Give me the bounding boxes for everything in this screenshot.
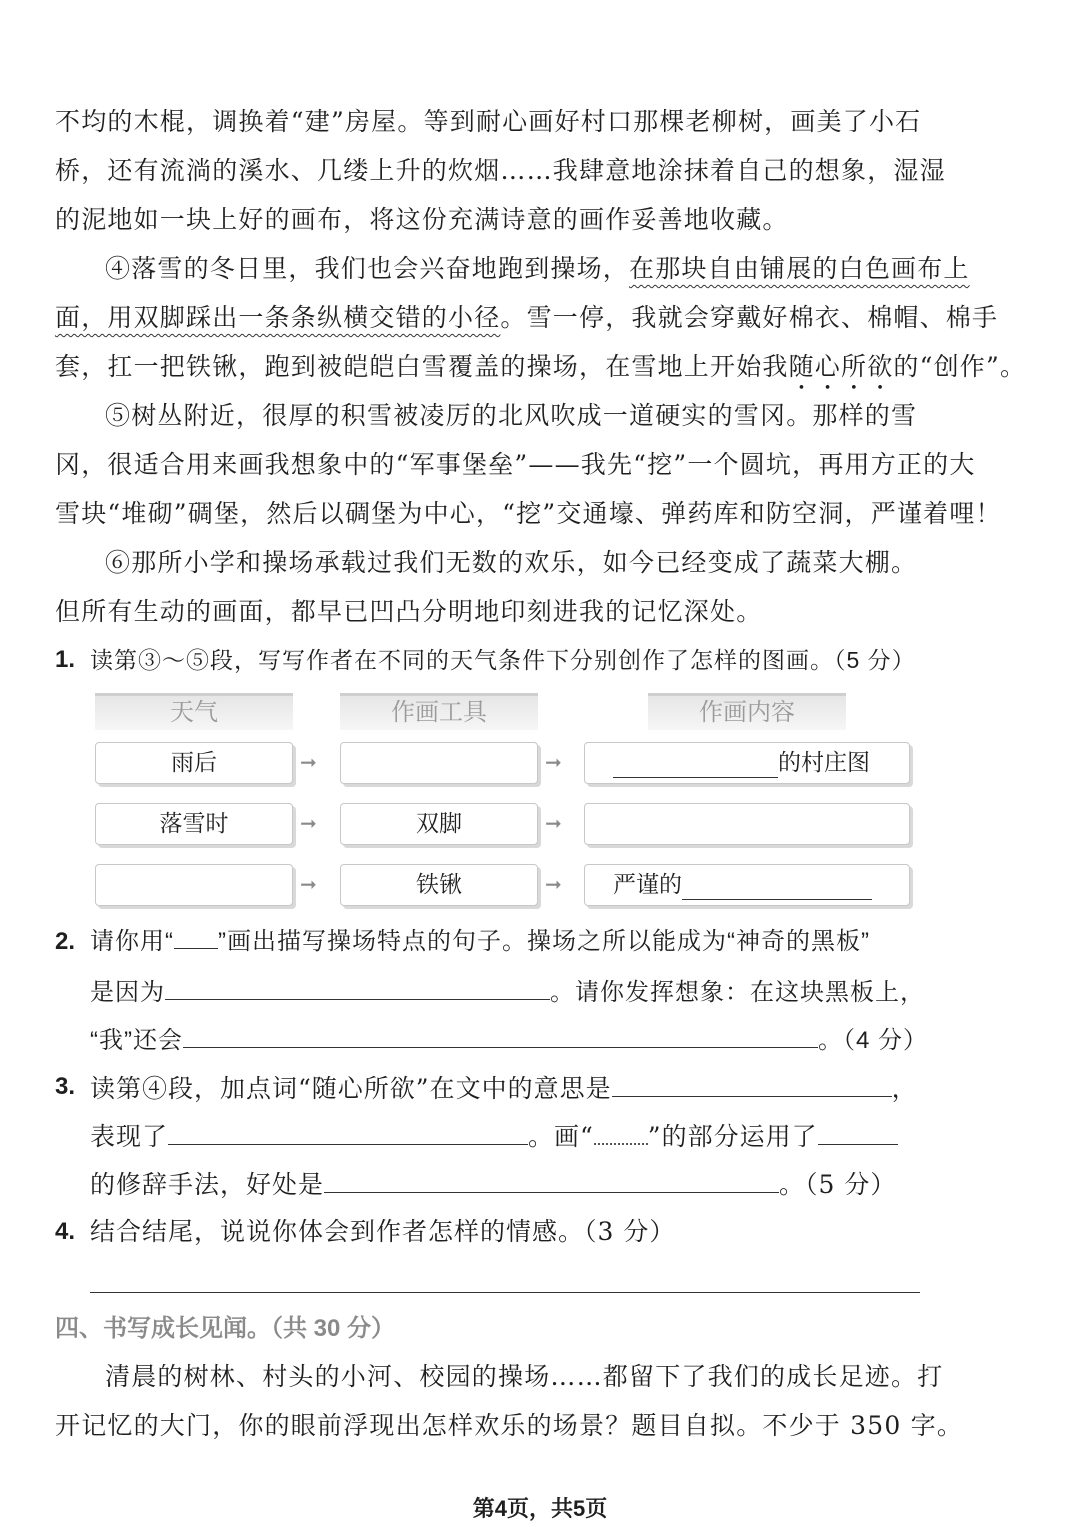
p4-text: ④落雪的冬日里，我们也会兴奋地跑到操场， bbox=[105, 254, 630, 283]
q2-text-a: 请你用“ bbox=[90, 928, 174, 955]
paragraph-5-line-2: 冈，很适合用来画我想象中的“军事堡垒”——我先“挖”一个圆坑，再用方正的大 bbox=[55, 450, 976, 479]
passage-line-3: 的泥地如一块上好的画布，将这份充满诗意的画作妥善地收藏。 bbox=[55, 205, 789, 234]
q2-blank-1[interactable] bbox=[165, 973, 550, 1000]
p4-text-4: 的“创作”。 bbox=[893, 352, 1027, 381]
q2-number: 2. bbox=[55, 928, 76, 955]
q3-blank-4[interactable] bbox=[324, 1166, 779, 1193]
content-cell-1 bbox=[584, 742, 910, 784]
q3-wavy-sample bbox=[594, 1125, 648, 1145]
section-4-line-1: 清晨的树林、村头的小河、校园的操场……都留下了我们的成长足迹。打 bbox=[105, 1362, 944, 1391]
q2-line-3 bbox=[90, 1021, 928, 1058]
p4-wavy-sentence-2: 面，用双脚踩出一条条纵横交错的小径 bbox=[55, 303, 501, 332]
weather-cell-1: 雨后 bbox=[95, 742, 293, 784]
passage-line-2: 桥，还有流淌的溪水、几缕上升的炊烟……我肆意地涂抹着自己的想象，湿湿 bbox=[55, 156, 946, 185]
q2-text-f: 。（4 分） bbox=[817, 1027, 928, 1054]
q3-blank-3[interactable] bbox=[818, 1118, 898, 1145]
q1-number: 1. bbox=[55, 646, 76, 673]
content-cell-3 bbox=[584, 864, 910, 906]
p4-text-2: 。雪一停，我就会穿戴好棉衣、棉帽、棉手 bbox=[500, 303, 999, 332]
arrow-icon: ➞ bbox=[545, 750, 562, 774]
paragraph-5-line-3: 雪块“堆砌”碉堡，然后以碉堡为中心，“挖”交通壕、弹药库和防空洞，严谨着哩！ bbox=[55, 499, 1002, 528]
content-blank-3[interactable] bbox=[682, 873, 872, 900]
p4-text-3: 套，扛一把铁锹，跑到被皑皑白雪覆盖的操场，在雪地上开始我 bbox=[55, 352, 789, 381]
paragraph-6-line-1: ⑥那所小学和操场承载过我们无数的欢乐，如今已经变成了蔬菜大棚。 bbox=[105, 548, 918, 577]
content-suffix-1: 的村庄图 bbox=[778, 750, 870, 776]
q2-text-c: 是因为 bbox=[90, 979, 165, 1006]
q2-blank-2[interactable] bbox=[183, 1021, 818, 1048]
section-4-line-2: 开记忆的大门，你的眼前浮现出怎样欢乐的场景？题目自拟。不少于 350 字。 bbox=[55, 1411, 964, 1440]
q3-text-b: ， bbox=[891, 1074, 918, 1103]
section-4-title: 四、书写成长见闻。（共 30 分） bbox=[55, 1315, 396, 1342]
q3-text-c: 表现了 bbox=[90, 1122, 169, 1151]
arrow-icon: ➞ bbox=[300, 872, 317, 896]
paragraph-5-line-1: ⑤树丛附近，很厚的积雪被凌厉的北风吹成一道硬实的雪冈。那样的雪 bbox=[105, 401, 918, 430]
q3-line-2 bbox=[90, 1118, 898, 1154]
paragraph-6-line-2: 但所有生动的画面，都早已凹凸分明地印刻进我的记忆深处。 bbox=[55, 597, 763, 626]
q4-number: 4. bbox=[55, 1218, 76, 1245]
q2-line-2 bbox=[90, 973, 925, 1010]
q3-line-1 bbox=[90, 1070, 918, 1106]
tool-cell-2: 双脚 bbox=[340, 803, 538, 845]
dotted-word: 随心所欲 bbox=[788, 352, 894, 381]
q4-text: 结合结尾，说说你体会到作者怎样的情感。（3 分） bbox=[90, 1217, 676, 1246]
header-weather: 天气 bbox=[95, 693, 293, 730]
content-prefix-3: 严谨的 bbox=[613, 872, 682, 898]
q1-text: 读第③～⑤段，写写作者在不同的天气条件下分别创作了怎样的图画。（5 分） bbox=[90, 647, 916, 673]
arrow-icon: ➞ bbox=[300, 811, 317, 835]
page-footer: 第4页，共5页 bbox=[472, 1496, 608, 1521]
q3-text-d: 。画“ bbox=[528, 1122, 594, 1151]
tool-cell-3: 铁锹 bbox=[340, 864, 538, 906]
q4-answer-line[interactable] bbox=[90, 1292, 920, 1293]
q2-line-1 bbox=[90, 925, 870, 959]
q3-text-f: 的修辞手法，好处是 bbox=[90, 1170, 325, 1199]
q3-text-g: 。（5 分） bbox=[779, 1170, 897, 1199]
q3-blank-1[interactable] bbox=[612, 1070, 892, 1097]
paragraph-4-line-3 bbox=[55, 350, 1027, 396]
q2-text-e: “我”还会 bbox=[90, 1027, 183, 1054]
q2-text-b: ”画出描写操场特点的句子。操场之所以能成为“神奇的黑板” bbox=[218, 928, 870, 955]
q3-text-a: 读第④段，加点词“随心所欲”在文中的意思是 bbox=[90, 1074, 612, 1103]
q3-line-3 bbox=[90, 1166, 896, 1202]
header-tool: 作画工具 bbox=[340, 693, 538, 730]
paragraph-4-line-2 bbox=[55, 301, 999, 335]
weather-cell-3-blank[interactable] bbox=[95, 864, 293, 906]
q2-text-d: 。请你发挥想象：在这块黑板上， bbox=[550, 979, 925, 1006]
paragraph-4-line-1 bbox=[105, 252, 970, 286]
passage-line-1: 不均的木棍，调换着“建”房屋。等到耐心画好村口那棵老柳树，画美了小石 bbox=[55, 107, 922, 136]
content-cell-2-blank[interactable] bbox=[584, 803, 910, 845]
arrow-icon: ➞ bbox=[300, 750, 317, 774]
content-blank-1[interactable] bbox=[613, 751, 778, 778]
arrow-icon: ➞ bbox=[545, 872, 562, 896]
tool-cell-1-blank[interactable] bbox=[340, 742, 538, 784]
q2-mark-sample bbox=[174, 928, 218, 949]
q3-text-e: ”的部分运用了 bbox=[647, 1122, 818, 1151]
weather-cell-2: 落雪时 bbox=[95, 803, 293, 845]
q3-number: 3. bbox=[55, 1073, 76, 1100]
q3-blank-2[interactable] bbox=[168, 1118, 528, 1145]
header-content: 作画内容 bbox=[648, 693, 846, 730]
arrow-icon: ➞ bbox=[545, 811, 562, 835]
p4-wavy-sentence-1: 在那块自由铺展的白色画布上 bbox=[629, 254, 970, 283]
